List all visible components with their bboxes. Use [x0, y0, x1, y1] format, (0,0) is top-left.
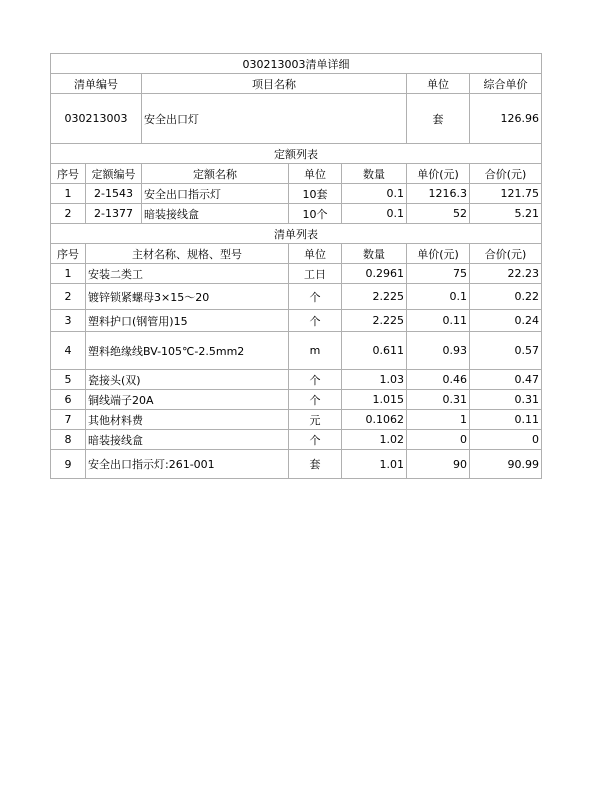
table-row	[51, 310, 542, 332]
material-total: 0.47	[470, 370, 542, 390]
bill-detail-table	[50, 53, 542, 479]
bill-row	[51, 94, 542, 144]
material-seq: 1	[51, 264, 86, 284]
quota-seq: 2	[51, 204, 86, 224]
material-price: 1	[407, 410, 470, 430]
quota-price: 52	[407, 204, 470, 224]
material-unit: 个	[289, 370, 342, 390]
material-seq-header: 序号	[51, 244, 86, 264]
quota-section-title: 定额列表	[51, 144, 542, 164]
material-name: 瓷接头(双)	[86, 370, 289, 390]
quota-unit: 10个	[289, 204, 342, 224]
bill-price-header: 综合单价	[470, 74, 542, 94]
material-qty: 1.01	[342, 450, 407, 479]
quota-code-header: 定额编号	[86, 164, 142, 184]
material-seq: 4	[51, 332, 86, 370]
material-seq: 9	[51, 450, 86, 479]
table-row	[51, 410, 542, 430]
material-name: 安装二类工	[86, 264, 289, 284]
material-seq: 6	[51, 390, 86, 410]
title-row	[51, 54, 542, 74]
material-unit: 套	[289, 450, 342, 479]
material-price: 90	[407, 450, 470, 479]
quota-total: 121.75	[470, 184, 542, 204]
quota-qty-header: 数量	[342, 164, 407, 184]
quota-section-row	[51, 144, 542, 164]
material-price: 0.1	[407, 284, 470, 310]
material-section-row	[51, 224, 542, 244]
material-unit: 个	[289, 430, 342, 450]
material-total-header: 合价(元)	[470, 244, 542, 264]
material-unit: 工日	[289, 264, 342, 284]
material-total: 0.24	[470, 310, 542, 332]
quota-total-header: 合价(元)	[470, 164, 542, 184]
material-price: 0.46	[407, 370, 470, 390]
material-unit-header: 单位	[289, 244, 342, 264]
table-row	[51, 450, 542, 479]
table-row	[51, 430, 542, 450]
material-name: 暗装接线盒	[86, 430, 289, 450]
sheet-title: 030213003清单详细	[51, 54, 542, 74]
material-seq: 2	[51, 284, 86, 310]
table-row	[51, 332, 542, 370]
material-name: 镀锌锁紧螺母3×15～20	[86, 284, 289, 310]
material-unit: 个	[289, 284, 342, 310]
material-unit: 个	[289, 390, 342, 410]
material-seq: 8	[51, 430, 86, 450]
quota-qty: 0.1	[342, 184, 407, 204]
material-qty: 0.2961	[342, 264, 407, 284]
material-price: 0.31	[407, 390, 470, 410]
table-row	[51, 390, 542, 410]
material-total: 0.31	[470, 390, 542, 410]
material-name: 安全出口指示灯:261-001	[86, 450, 289, 479]
quota-name-header: 定额名称	[142, 164, 289, 184]
quota-unit-header: 单位	[289, 164, 342, 184]
material-total: 0	[470, 430, 542, 450]
quota-total: 5.21	[470, 204, 542, 224]
bill-unit-header: 单位	[407, 74, 470, 94]
material-name: 塑料护口(钢管用)15	[86, 310, 289, 332]
material-price: 0.93	[407, 332, 470, 370]
material-qty: 1.015	[342, 390, 407, 410]
bill-code: 030213003	[51, 94, 142, 144]
table-row	[51, 370, 542, 390]
bill-unit: 套	[407, 94, 470, 144]
material-total: 22.23	[470, 264, 542, 284]
material-name: 铜线端子20A	[86, 390, 289, 410]
material-total: 0.11	[470, 410, 542, 430]
material-section-title: 清单列表	[51, 224, 542, 244]
quota-code: 2-1543	[86, 184, 142, 204]
material-name-header: 主材名称、规格、型号	[86, 244, 289, 264]
quota-name: 暗装接线盒	[142, 204, 289, 224]
table-row	[51, 284, 542, 310]
material-qty: 0.611	[342, 332, 407, 370]
material-seq: 3	[51, 310, 86, 332]
material-name: 塑料绝缘线BV-105℃-2.5mm2	[86, 332, 289, 370]
quota-code: 2-1377	[86, 204, 142, 224]
material-name: 其他材料费	[86, 410, 289, 430]
bill-code-header: 清单编号	[51, 74, 142, 94]
material-qty: 2.225	[342, 310, 407, 332]
material-unit: 个	[289, 310, 342, 332]
material-qty: 1.03	[342, 370, 407, 390]
material-price: 0.11	[407, 310, 470, 332]
material-seq: 5	[51, 370, 86, 390]
table-row	[51, 204, 542, 224]
material-qty: 1.02	[342, 430, 407, 450]
bill-header-row	[51, 74, 542, 94]
material-unit: m	[289, 332, 342, 370]
material-price: 0	[407, 430, 470, 450]
material-seq: 7	[51, 410, 86, 430]
material-price: 75	[407, 264, 470, 284]
material-header-row	[51, 244, 542, 264]
material-total: 0.22	[470, 284, 542, 310]
table-row	[51, 264, 542, 284]
quota-header-row	[51, 164, 542, 184]
quota-seq: 1	[51, 184, 86, 204]
material-qty: 2.225	[342, 284, 407, 310]
quota-seq-header: 序号	[51, 164, 86, 184]
material-price-header: 单价(元)	[407, 244, 470, 264]
bill-name-header: 项目名称	[142, 74, 407, 94]
material-total: 90.99	[470, 450, 542, 479]
material-total: 0.57	[470, 332, 542, 370]
quota-qty: 0.1	[342, 204, 407, 224]
material-qty: 0.1062	[342, 410, 407, 430]
bill-name: 安全出口灯	[142, 94, 407, 144]
quota-price: 1216.3	[407, 184, 470, 204]
table-row	[51, 184, 542, 204]
material-unit: 元	[289, 410, 342, 430]
quota-price-header: 单价(元)	[407, 164, 470, 184]
quota-unit: 10套	[289, 184, 342, 204]
bill-price: 126.96	[470, 94, 542, 144]
material-qty-header: 数量	[342, 244, 407, 264]
quota-name: 安全出口指示灯	[142, 184, 289, 204]
